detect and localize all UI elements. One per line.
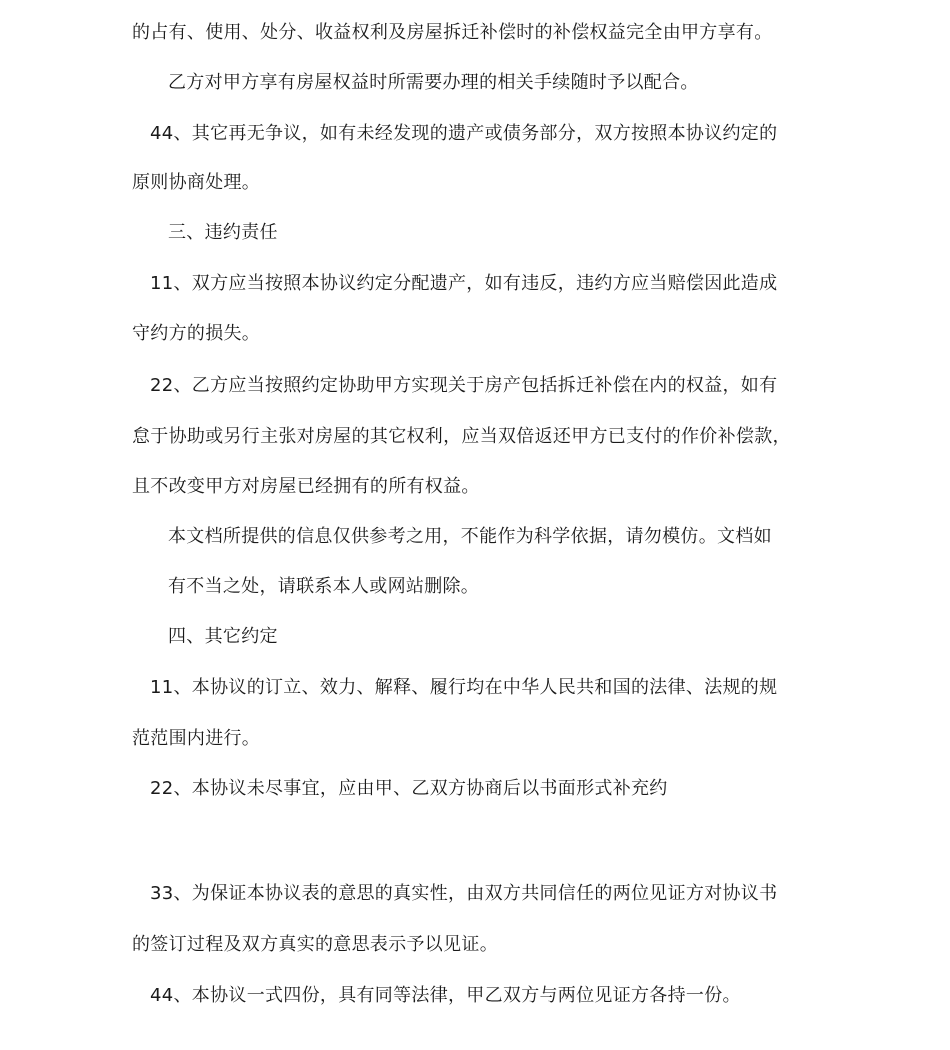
text-line: 11、双方应当按照本协议约定分配遗产，如有违反，违约方应当赔偿因此造成 xyxy=(150,273,778,294)
text-line: 的占有、使用、处分、收益权利及房屋拆迁补偿时的补偿权益完全由甲方享有。 xyxy=(132,22,773,43)
text-line: 44、本协议一式四份，具有同等法律，甲乙双方与两位见证方各持一份。 xyxy=(150,985,741,1006)
text-line: 守约方的损失。 xyxy=(132,323,261,344)
text-line: 且不改变甲方对房屋已经拥有的所有权益。 xyxy=(132,476,480,497)
text-line: 33、为保证本协议表的意思的真实性，由双方共同信任的两位见证方对协议书 xyxy=(150,883,778,904)
text-line: 原则协商处理。 xyxy=(132,172,261,193)
section-heading: 四、其它约定 xyxy=(168,626,278,647)
text-line: 44、其它再无争议，如有未经发现的遗产或债务部分，双方按照本协议约定的 xyxy=(150,123,778,144)
text-line: 22、本协议未尽事宜，应由甲、乙双方协商后以书面形式补充约 xyxy=(150,778,668,799)
disclaimer-line: 本文档所提供的信息仅供参考之用，不能作为科学依据，请勿模仿。文档如 xyxy=(168,526,772,547)
disclaimer-line: 有不当之处，请联系本人或网站删除。 xyxy=(168,576,480,597)
text-line: 的签订过程及双方真实的意思表示予以见证。 xyxy=(132,934,498,955)
text-line: 范范围内进行。 xyxy=(132,728,261,749)
text-line: 22、乙方应当按照约定协助甲方实现关于房产包括拆迁补偿在内的权益，如有 xyxy=(150,375,778,396)
text-line: 11、本协议的订立、效力、解释、履行均在中华人民共和国的法律、法规的规 xyxy=(150,677,778,698)
section-heading: 三、违约责任 xyxy=(168,222,278,243)
text-line: 怠于协助或另行主张对房屋的其它权利，应当双倍返还甲方已支付的作价补偿款， xyxy=(132,426,791,447)
text-line: 乙方对甲方享有房屋权益时所需要办理的相关手续随时予以配合。 xyxy=(168,72,699,93)
